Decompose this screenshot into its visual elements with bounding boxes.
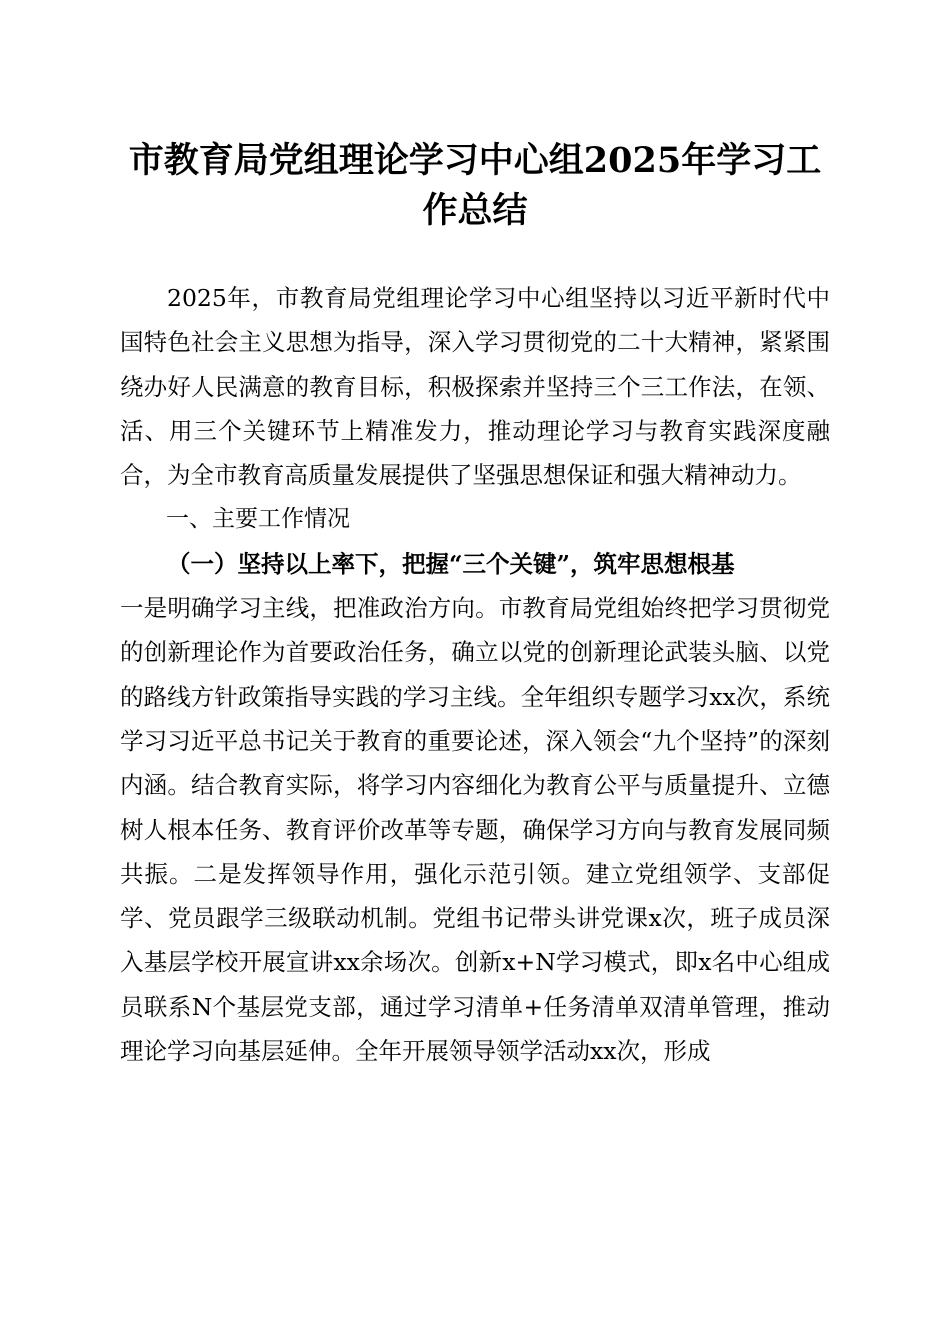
subsection-heading: （一）坚持以上率下，把握“三个关键”，筑牢思想根基	[167, 549, 735, 578]
document-body	[120, 276, 830, 1073]
document-title: 市教育局党组理论学习中心组2025年学习工作总结	[128, 140, 822, 231]
body-paragraph: 一是明确学习主线，把准政治方向。市教育局党组始终把学习贯彻党的创新理论作为首要政治任务，确立以党的创新理论武装头脑、以党的路线方针政策指导实践的学习主线。全年组织专题学习xx次，系统学习习近平总书记关于教育的重要论述，深入领会“九个坚持”的深刻内涵。结合教育实际，将学习内容细化为教育公平与质量提升、立德树人根本任务、教育评价改革等专题，确保学习方向与教育发展同频共振。二是发挥领导作用，强化示范引领。建立党组领学、支部促学、党员跟学三级联动机制。党组书记带头讲党课x次，班子成员深入基层学校开展宣讲xx余场次。创新x+N学习模式，即x名中心组成员联系N个基层党支部，通过学习清单+任务清单双清单管理，推动理论学习向基层延伸。全年开展领导领学活动xx次，形成	[120, 594, 830, 1066]
intro-paragraph: 2025年，市教育局党组理论学习中心组坚持以习近平新时代中国特色社会主义思想为指导，深入学习贯彻党的二十大精神，紧紧围绕办好人民满意的教育目标，积极探索并坚持三个三工作法，在领、活、用三个关键环节上精准发力，推动理论学习与教育实践深度融合，为全市教育高质量发展提供了坚强思想保证和强大精神动力。	[120, 284, 830, 490]
section-heading: 一、主要工作情况	[166, 506, 350, 533]
